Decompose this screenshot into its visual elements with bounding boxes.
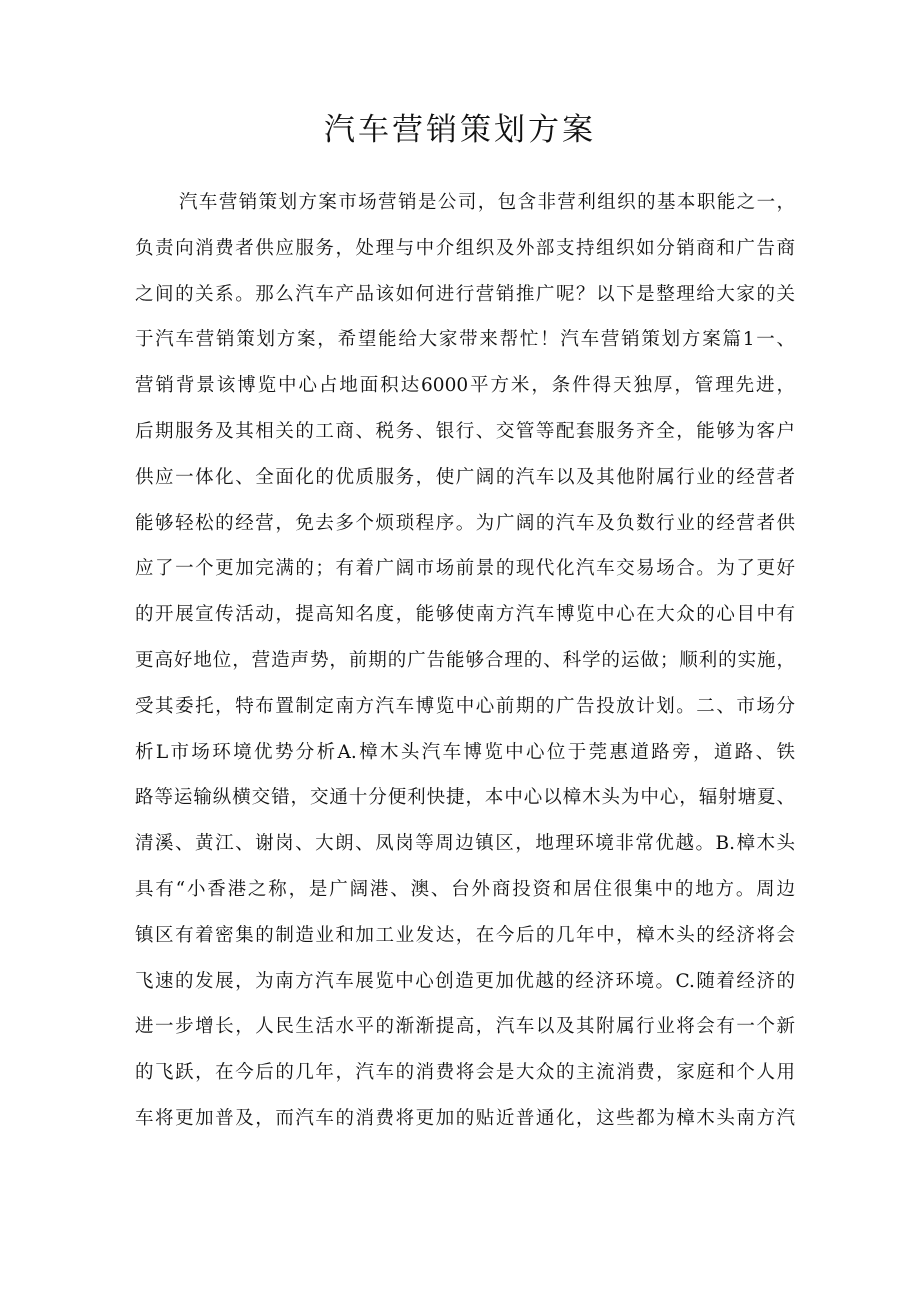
body-line: 的飞跃，在今后的几年，汽车的消费将会是大众的主流消费，家庭和个人用 [135,1062,795,1084]
body-line: 的开展宣传活动，提高知名度，能够使南方汽车博览中心在大众的心目中有 [135,604,795,626]
body-line: 进一步增长，人民生活水平的渐渐提高，汽车以及其附属行业将会有一个新 [135,1016,795,1038]
body-line: 后期服务及其相关的工商、税务、银行、交管等配套服务齐全，能够为客户 [135,420,795,442]
body-line: 镇区有着密集的制造业和加工业发达，在今后的几年中，樟木头的经济将会 [135,924,795,946]
body-line: 营销背景该博览中心占地面积达6000平方米，条件得天独厚，管理先进， [135,375,795,397]
document-body [135,180,795,1142]
body-line: 车将更加普及，而汽车的消费将更加的贴近普通化，这些都为樟木头南方汽 [135,1107,795,1129]
body-line: 供应一体化、全面化的优质服务，使广阔的汽车以及其他附属行业的经营者 [135,466,795,488]
body-line: 路等运输纵横交错，交通十分便利快捷，本中心以樟木头为中心，辐射塘夏、 [135,787,795,809]
body-line: 清溪、黄江、谢岗、大朗、凤岗等周边镇区，地理环境非常优越。B.樟木头 [135,833,795,855]
body-line: 更高好地位，营造声势，前期的广告能够合理的、科学的运做；顺利的实施， [135,649,795,671]
body-line: 受其委托，特布置制定南方汽车博览中心前期的广告投放计划。二、市场分 [135,695,795,717]
body-line: 能够轻松的经营，免去多个烦琐程序。为广阔的汽车及负数行业的经营者供 [135,512,795,534]
body-line: 汽车营销策划方案市场营销是公司，包含非营利组织的基本职能之一， [179,192,795,213]
document-title: 汽车营销策划方案 [324,112,596,148]
body-line: 飞速的发展，为南方汽车展览中心创造更加优越的经济环境。C.随着经济的 [135,970,795,992]
body-line: 之间的关系。那么汽车产品该如何进行营销推广呢？以下是整理给大家的关 [135,283,795,305]
body-line: 负责向消费者供应服务，处理与中介组织及外部支持组织如分销商和广告商 [135,237,795,259]
body-line: 于汽车营销策划方案，希望能给大家带来帮忙！汽车营销策划方案篇1一、 [135,329,795,351]
body-line: 析L市场环境优势分析A.樟木头汽车博览中心位于莞惠道路旁，道路、铁 [135,741,795,763]
body-line: 应了一个更加完满的；有着广阔市场前景的现代化汽车交易场合。为了更好 [135,558,795,580]
body-line: 具有“小香港之称，是广阔港、澳、台外商投资和居住很集中的地方。周边 [135,878,795,900]
